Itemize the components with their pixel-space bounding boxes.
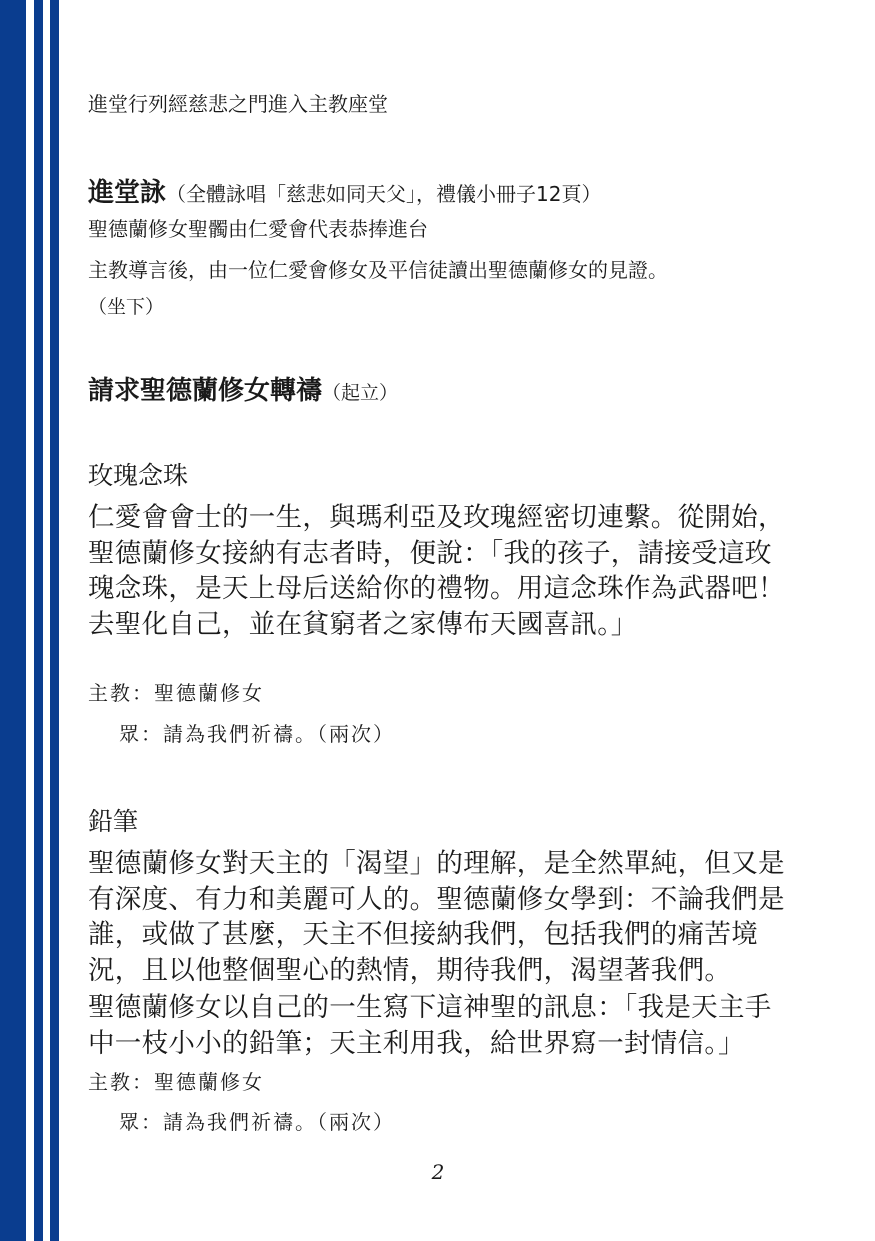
left-border-stripe-wide	[0, 0, 26, 1241]
entrance-hymn-note: （全體詠唱「慈悲如同天父」，禮儀小冊子12頁）	[166, 182, 602, 206]
intercession-note: （起立）	[322, 382, 399, 404]
pencil-people-response: 眾：請為我們祈禱。（兩次）	[119, 1110, 395, 1134]
intercession-heading	[88, 370, 398, 407]
rosary-people-response: 眾：請為我們祈禱。（兩次）	[119, 722, 395, 746]
intercession-title: 請求聖德蘭修女轉禱	[88, 376, 323, 406]
entrance-hymn-title: 進堂詠	[88, 178, 167, 208]
left-border-stripe-middle	[34, 0, 43, 1241]
testimony-line: 主教導言後，由一位仁愛會修女及平信徒讀出聖德蘭修女的見證。	[88, 258, 668, 282]
left-border-stripe-thin	[50, 0, 59, 1241]
rosary-paragraph: 仁愛會會士的一生，與瑪利亞及玫瑰經密切連繫。從開始，聖德蘭修女接納有志者時，便說：「我的孩子，請接受這玫瑰念珠，是天上母后送給你的禮物。用這念珠作為武器吧！去聖化自己，並在貧窮者之家傳布天國喜訊。」	[88, 502, 785, 640]
page-number: 2	[431, 1160, 445, 1184]
entrance-hymn-heading	[88, 172, 601, 209]
sit-note: （坐下）	[88, 296, 165, 318]
rosary-priest-line: 主教：聖德蘭修女	[88, 681, 264, 705]
pencil-title: 鉛筆	[88, 807, 139, 836]
pencil-priest-line: 主教：聖德蘭修女	[88, 1070, 264, 1094]
relic-line: 聖德蘭修女聖髑由仁愛會代表恭捧進台	[88, 217, 428, 241]
pencil-paragraph-2: 聖德蘭修女以自己的一生寫下這神聖的訊息：「我是天主手中一枝小小的鉛筆；天主利用我，給世界寫一封情信。」	[88, 992, 772, 1059]
rosary-title: 玫瑰念珠	[88, 461, 189, 490]
procession-line: 進堂行列經慈悲之門進入主教座堂	[88, 92, 388, 116]
pencil-paragraph-1: 聖德蘭修女對天主的「渴望」的理解，是全然單純，但又是有深度、有力和美麗可人的。聖德蘭修女學到：不論我們是誰，或做了甚麼，天主不但接納我們，包括我們的痛苦境況，且以他整個聖心的熱情，期待我們，渴望著我們。	[88, 848, 785, 986]
